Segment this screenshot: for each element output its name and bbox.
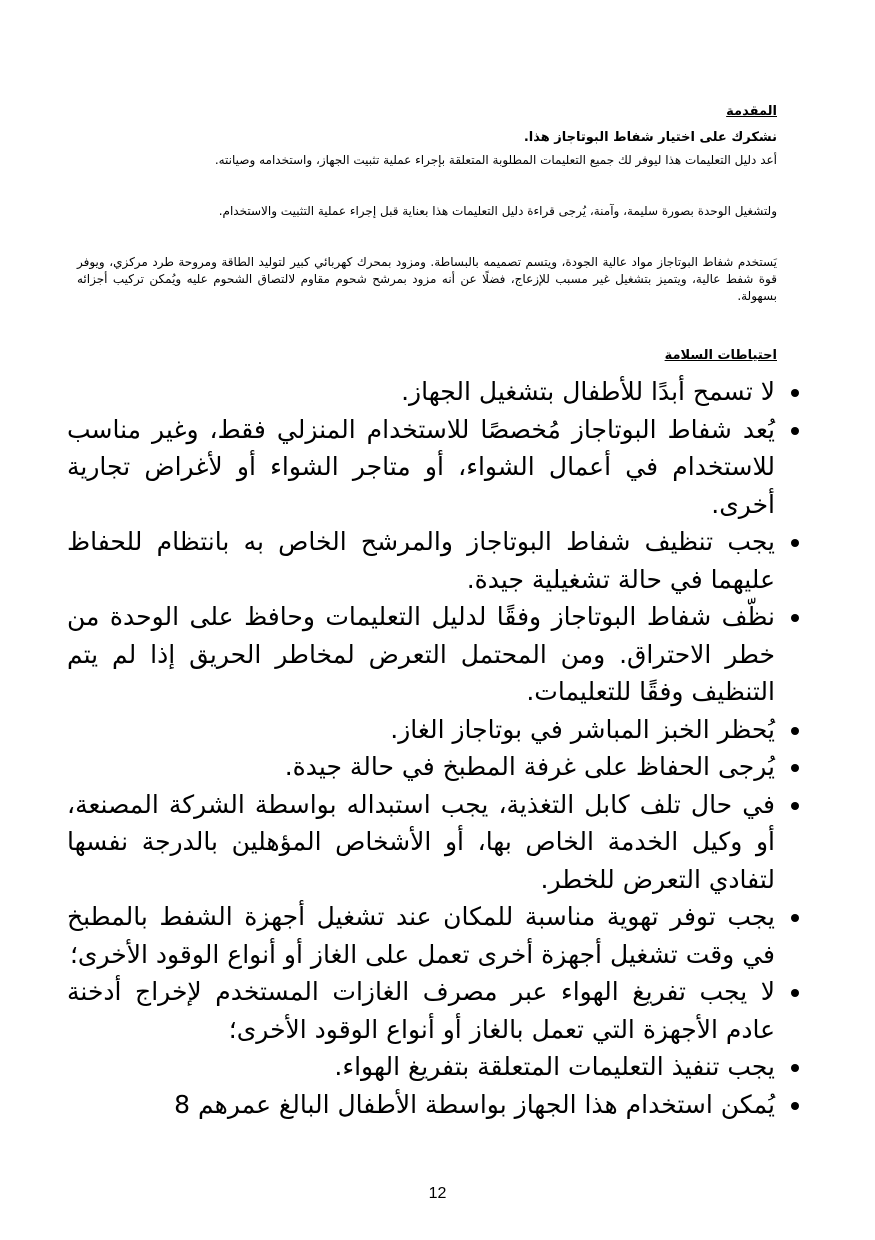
intro-title: نشكرك على اختيار شفاط البوتاجاز هذا.	[523, 130, 777, 145]
safety-item: يُحظر الخبز المباشر في بوتاجاز الغاز.	[67, 711, 802, 749]
intro-heading: المقدمة	[726, 104, 777, 119]
intro-paragraph-2: ولتشغيل الوحدة بصورة سليمة، وآمنة، يُرجى قراءة دليل التعليمات هذا بعناية قبل إجراء عملية التثبيت والاستخدام.	[218, 204, 777, 218]
safety-item: يجب تنفيذ التعليمات المتعلقة بتفريغ الهواء.	[67, 1048, 802, 1086]
safety-item: يُرجى الحفاظ على غرفة المطبخ في حالة جيدة.	[67, 748, 802, 786]
safety-item: يُمكن استخدام هذا الجهاز بواسطة الأطفال البالغ عمرهم 8	[67, 1086, 802, 1124]
safety-item: نظّف شفاط البوتاجاز وفقًا لدليل التعليمات وحافظ على الوحدة من خطر الاحتراق. ومن المحتمل التعرض لمخاطر الحريق إذا لم يتم التنظيف وفقًا للتعليمات.	[67, 598, 802, 711]
safety-item: لا تسمح أبدًا للأطفال بتشغيل الجهاز.	[67, 373, 802, 411]
safety-item: يُعد شفاط البوتاجاز مُخصصًا للاستخدام المنزلي فقط، وغير مناسب للاستخدام في أعمال الشواء، أو متاجر الشواء أو لأغراض تجارية أخرى.	[67, 411, 802, 524]
safety-item: في حال تلف كابل التغذية، يجب استبداله بواسطة الشركة المصنعة، أو وكيل الخدمة الخاص بها، أو الأشخاص المؤهلين بالدرجة نفسها لتفادي التعرض للخطر.	[67, 786, 802, 899]
page-number: 12	[428, 1185, 447, 1202]
safety-heading: احتياطات السلامة	[664, 348, 777, 363]
safety-item: يجب تنظيف شفاط البوتاجاز والمرشح الخاص به بانتظام للحفاظ عليهما في حالة تشغيلية جيدة.	[67, 523, 802, 598]
intro-paragraph-1: أعد دليل التعليمات هذا ليوفر لك جميع التعليمات المطلوبة المتعلقة بإجراء عملية تثبيت الجهاز، واستخدامه وصيانته.	[214, 153, 777, 167]
safety-item: لا يجب تفريغ الهواء عبر مصرف الغازات المستخدم لإخراج أدخنة عادم الأجهزة التي تعمل بالغاز أو أنواع الوقود الأخرى؛	[67, 973, 802, 1048]
safety-list	[67, 373, 802, 1123]
intro-paragraph-3: يَستخدم شفاط البوتاجاز مواد عالية الجودة، ويتسم تصميمه بالبساطة. ومزود بمحرك كهربائي كبير لتوليد الطاقة ومروحة طرد مركزي، ويوفر قوة شفط عالية، ويتميز بتشغيل غير مسبب للإزعاج، فضلًا عن أنه مزود بمرشح شحوم مقاوم لالتصاق الشحوم عليه ويُمكن تركيب أجزائه بسهولة.	[77, 255, 777, 303]
safety-item: يجب توفر تهوية مناسبة للمكان عند تشغيل أجهزة الشفط بالمطبخ في وقت تشغيل أجهزة أخرى تعمل على الغاز أو أنواع الوقود الأخرى؛	[67, 898, 802, 973]
